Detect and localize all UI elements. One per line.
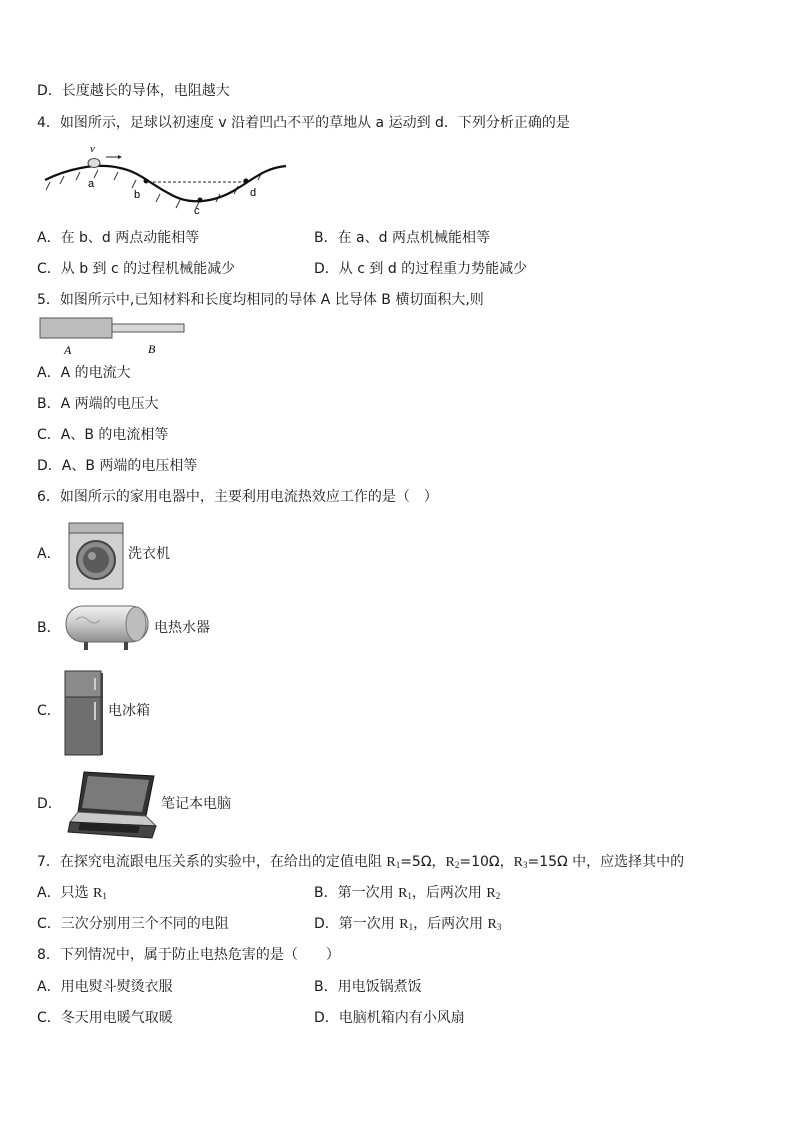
q6-option-b-label: 电热水器 xyxy=(154,620,210,636)
point-a-label: a xyxy=(88,178,95,190)
q8-option-d: D．电脑机箱内有小风扇 xyxy=(314,1010,465,1026)
q5-option-d: D．A、B 两端的电压相等 xyxy=(37,458,198,474)
q8-option-a: A．用电熨斗熨烫衣服 xyxy=(37,979,173,995)
q7-option-c: C．三次分别用三个不同的电阻 xyxy=(37,916,229,932)
q8-stem: 8．下列情况中，属于防止电热危害的是（ ） xyxy=(37,947,340,963)
q4-option-c: C．从 b 到 c 的过程机械能减少 xyxy=(37,261,236,277)
q5-option-c: C．A、B 的电流相等 xyxy=(37,427,169,443)
q6-option-c-letter: C． xyxy=(37,703,61,719)
q5-conductor-figure xyxy=(38,316,198,360)
q8-option-b: B．用电饭锅煮饭 xyxy=(314,979,422,995)
q5-option-a: A．A 的电流大 xyxy=(37,365,131,381)
q7-option-d: D．第一次用 $R_1$，后两次用 $R_3$ xyxy=(314,916,502,932)
v-label: v xyxy=(90,143,95,155)
q7-option-b: B．第一次用 $R_1$，后两次用 $R_2$ xyxy=(314,885,501,901)
laptop-icon xyxy=(66,770,158,842)
conductor-b-label: B xyxy=(148,342,156,356)
q4-option-d: D．从 c 到 d 的过程重力势能减少 xyxy=(314,261,528,277)
q4-option-b: B．在 a、d 两点机械能相等 xyxy=(314,230,490,246)
point-c-label: c xyxy=(194,205,200,217)
conductor-a-label: A xyxy=(64,343,72,357)
q6-option-d-label: 笔记本电脑 xyxy=(161,796,231,812)
q7-option-a: A．只选 $R_1$ xyxy=(37,885,107,901)
q6-option-d-letter: D． xyxy=(37,796,62,812)
q3-option-d: D．长度越长的导体，电阻越大 xyxy=(37,83,230,99)
q4-stem: 4．如图所示，足球以初速度 v 沿着凹凸不平的草地从 a 运动到 d．下列分析正确的是 xyxy=(37,115,570,131)
q5-option-b: B．A 两端的电压大 xyxy=(37,396,159,412)
q6-option-a-label: 洗衣机 xyxy=(128,546,170,562)
q5-stem: 5．如图所示中,已知材料和长度均相同的导体 A 比导体 B 横切面积大,则 xyxy=(37,292,484,308)
point-d-label: d xyxy=(250,187,257,199)
refrigerator-icon xyxy=(64,670,104,756)
q6-option-c-label: 电冰箱 xyxy=(108,703,150,719)
q6-option-b-letter: B． xyxy=(37,620,61,636)
q8-option-c: C．冬天用电暖气取暖 xyxy=(37,1010,173,1026)
q4-option-a: A．在 b、d 两点动能相等 xyxy=(37,230,200,246)
point-b-label: b xyxy=(134,189,141,201)
q7-stem: 7．在探究电流跟电压关系的实验中，在给出的定值电阻 $R_1=5\Omega$，$R_2=10\Omega$，$R_3=15\Omega$ 中，应选择其中的 xyxy=(37,854,685,870)
q4-hill-figure xyxy=(40,140,290,220)
water-heater-icon xyxy=(64,604,150,652)
q6-stem: 6．如图所示的家用电器中，主要利用电流热效应工作的是（ ） xyxy=(37,489,438,505)
washing-machine-icon xyxy=(68,522,124,590)
q6-option-a-letter: A． xyxy=(37,546,61,562)
